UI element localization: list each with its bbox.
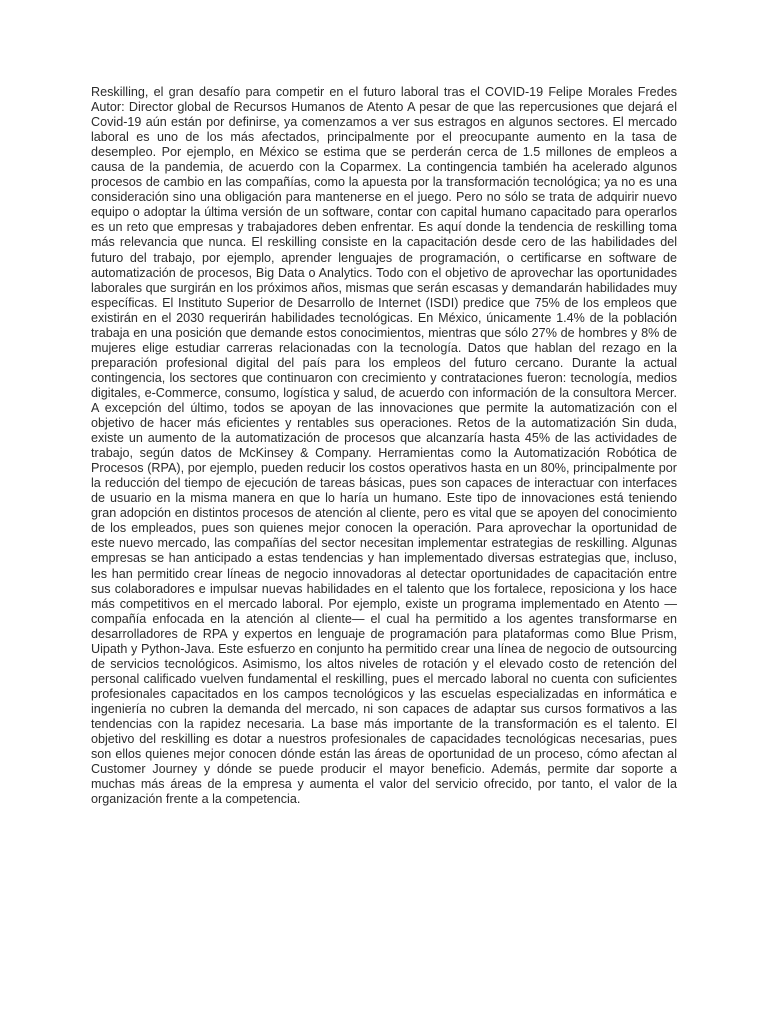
article-body-text: Reskilling, el gran desafío para competir en el futuro laboral tras el COVID-19 Felipe Morales Fredes Autor: Director global de Recursos Humanos de Atento A pesar de que las repercusiones que dejará el Covid-19 aún están por definirse, ya comenzamos a ver sus estragos en algunos sectores. El mercado laboral es uno de los más afectados, principalmente por el preocupante aumento en la tasa de desempleo. Por ejemplo, en México se estima que se perderán cerca de 1.5 millones de empleos a causa de la pandemia, de acuerdo con la Coparmex. La contingencia también ha acelerado algunos procesos de cambio en las compañías, como la apuesta por la transformación tecnológica; ya no es una consideración sino una obligación para mantenerse en el juego. Pero no sólo se trata de adquirir nuevo equipo o adoptar la última versión de un software, contar con capital humano capacitado para operarlos es un reto que empresas y trabajadores deben enfrentar. Es aquí donde la tendencia de reskilling toma más relevancia que nunca. El reskilling consiste en la capacitación desde cero de las habilidades del futuro del trabajo, por ejemplo, aprender lenguajes de programación, o certificarse en software de automatización de procesos, Big Data o Analytics. Todo con el objetivo de aprovechar las oportunidades laborales que surgirán en los próximos años, mismas que serán escasas y demandarán habilidades muy específicas. El Instituto Superior de Desarrollo de Internet (ISDI) predice que 75% de los empleos que existirán en el 2030 requerirán habilidades tecnológicas. En México, únicamente 1.4% de la población trabaja en una posición que demande estos conocimientos, mientras que sólo 27% de hombres y 8% de mujeres elige estudiar carreras relacionadas con la tecnología. Datos que hablan del rezago en la preparación profesional digital del país para los empleos del futuro cercano. Durante la actual contingencia, los sectores que continuaron con crecimiento y contrataciones fueron: tecnología, medios digitales, e-Commerce, consumo, logística y salud, de acuerdo con información de la consultora Mercer. A excepción del último, todos se apoyan de las innovaciones que permite la automatización con el objetivo de hacer más eficientes y rentables sus operaciones. Retos de la automatización Sin duda, existe un aumento de la automatización de procesos que alcanzaría hasta 45% de las actividades de trabajo, según datos de McKinsey & Company. Herramientas como la Automatización Robótica de Procesos (RPA), por ejemplo, pueden reducir los costos operativos hasta en un 80%, principalmente por la reducción del tiempo de ejecución de tareas básicas, pues son capaces de interactuar con interfaces de usuario en la misma manera en que lo haría un humano. Este tipo de innovaciones está teniendo gran adopción en distintos procesos de atención al cliente, pero es vital que se apoyen del conocimiento de los empleados, pues son quienes mejor conocen la operación. Para aprovechar la oportunidad de este nuevo mercado, las compañías del sector necesitan implementar estrategias de reskilling. Algunas empresas se han anticipado a estas tendencias y han implementado diversas estrategias que, incluso, les han permitido crear líneas de negocio innovadoras al detectar oportunidades de capacitación entre sus colaboradores e impulsar nuevas habilidades en el talento que los fortalece, reposiciona y los hace más competitivos en el mercado laboral. Por ejemplo, existe un programa implementado en Atento —compañía enfocada en la atención al cliente— el cual ha permitido a los agentes transformarse en desarrolladores de RPA y expertos en lenguaje de programación para plataformas como Blue Prism, Uipath y Python-Java. Este esfuerzo en conjunto ha permitido crear una línea de negocio de outsourcing de servicios tecnológicos. Asimismo, los altos niveles de rotación y el elevado costo de retención del personal calificado vuelven fundamental el reskilling, pues el mercado laboral no cuenta con suficientes profesionales capacitados en los campos tecnológicos y las escuelas especializadas en informática e ingeniería no cubren la demanda del mercado, ni son capaces de adaptar sus cursos formativos a las tendencias con la rapidez necesaria. La base más importante de la transformación es el talento. El objetivo del reskilling es dotar a nuestros profesionales de capacidades tecnológicas necesarias, pues son ellos quienes mejor conocen dónde están las áreas de oportunidad de un proceso, cómo afectan al Customer Journey y dónde se puede producir el mayor beneficio. Además, permite dar soporte a muchas más áreas de la empresa y aumenta el valor del servicio ofrecido, por tanto, el valor de la organización frente a la competencia. [91,85,677,807]
